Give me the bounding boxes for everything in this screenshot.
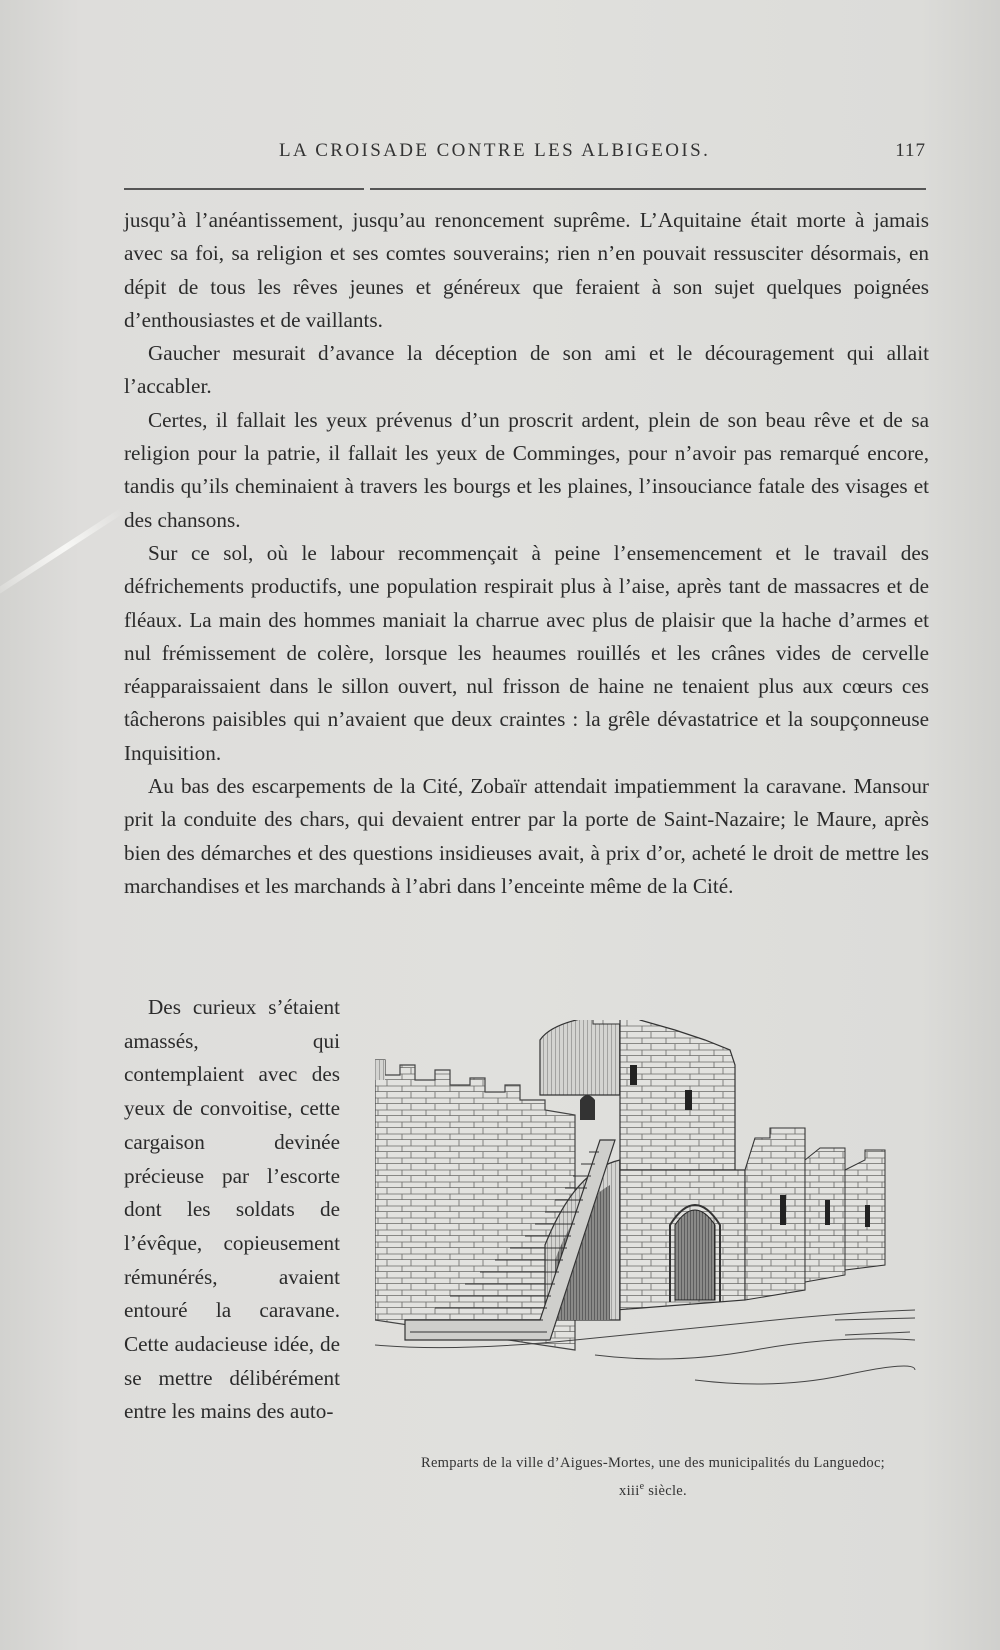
running-title: LA CROISADE CONTRE LES ALBIGEOIS. <box>279 140 711 161</box>
header-rule <box>124 188 926 190</box>
paragraph: Gaucher mesurait d’avance la déception de son ami et le découragement qui allait l’accabler. <box>124 341 929 399</box>
caption-end: siècle. <box>644 1482 687 1499</box>
caption-line-1: Remparts de la ville d’Aigues-Mortes, une des municipalités du Languedoc; <box>420 1455 886 1471</box>
paragraph: Certes, il fallait les yeux prévenus d’un proscrit ardent, plein de son beau rêve et de sa religion pour la patrie, il fallait les yeux de Comminges, pour n’avoir pas remarqué encore, tandis qu’ils cheminaient à travers les bourgs et les plaines, l’insouciance fatale des visages et des chansons. <box>124 407 929 532</box>
page-number: 117 <box>895 140 926 161</box>
paragraph: Sur ce sol, où le labour recommençait à peine l’ensemencement et le travail des défrichements productifs, une population respirait plus à l’aise, après tant de massacres et de fléaux. La main des hommes maniait la charrue avec plus de plaisir que la hache d’armes et nul frémissement de colère, lorsque les heaumes rouillés et les crânes vides de cervelle réapparaissaient dans le sillon ouvert, nul frisson de haine ne tenaient plus aux cœurs ces tâcherons paisibles qui n’avaient que deux craintes : la grêle dévastatrice et la soupçonneuse Inquisition. <box>124 540 929 765</box>
caption-line-2 <box>358 1475 948 1503</box>
caption-century: xiii <box>619 1482 640 1499</box>
rampart-illustration <box>375 1020 935 1450</box>
figure-caption <box>358 1452 948 1503</box>
engraving-image <box>375 1020 935 1450</box>
main-text <box>124 204 929 903</box>
caption-century-suffix: e <box>639 1481 645 1492</box>
page-header <box>124 140 926 164</box>
paragraph: jusqu’à l’anéantissement, jusqu’au renoncement suprême. L’Aquitaine était morte à jamais avec sa foi, sa religion et ses comtes souverains; rien n’en pouvait ressusciter désormais, en dépit de tous les rêves jeunes et généreux que feraient à son sujet quelques poignées d’enthousiastes et de vaillants. <box>124 208 929 332</box>
side-paragraph: Des curieux s’étaient amassés, qui contemplaient avec des yeux de convoitise, cette cargaison devinée précieuse par l’escorte dont les soldats de l’évêque, copieusement rémunérés, avaient entouré la caravane. Cette audacieuse idée, de se mettre délibérément entre les mains des auto- <box>124 995 340 1424</box>
paper-crease <box>0 508 124 606</box>
paragraph: Au bas des escarpements de la Cité, Zobaïr attendait impatiemment la caravane. Mansour prit la conduite des chars, qui devaient entrer par la porte de Saint-Nazaire; le Maure, après bien des démarches et des questions insidieuses avait, à prix d’or, acheté le droit de mettre les marchandises et les marchands à l’abri dans l’enceinte même de la Cité. <box>124 774 929 898</box>
